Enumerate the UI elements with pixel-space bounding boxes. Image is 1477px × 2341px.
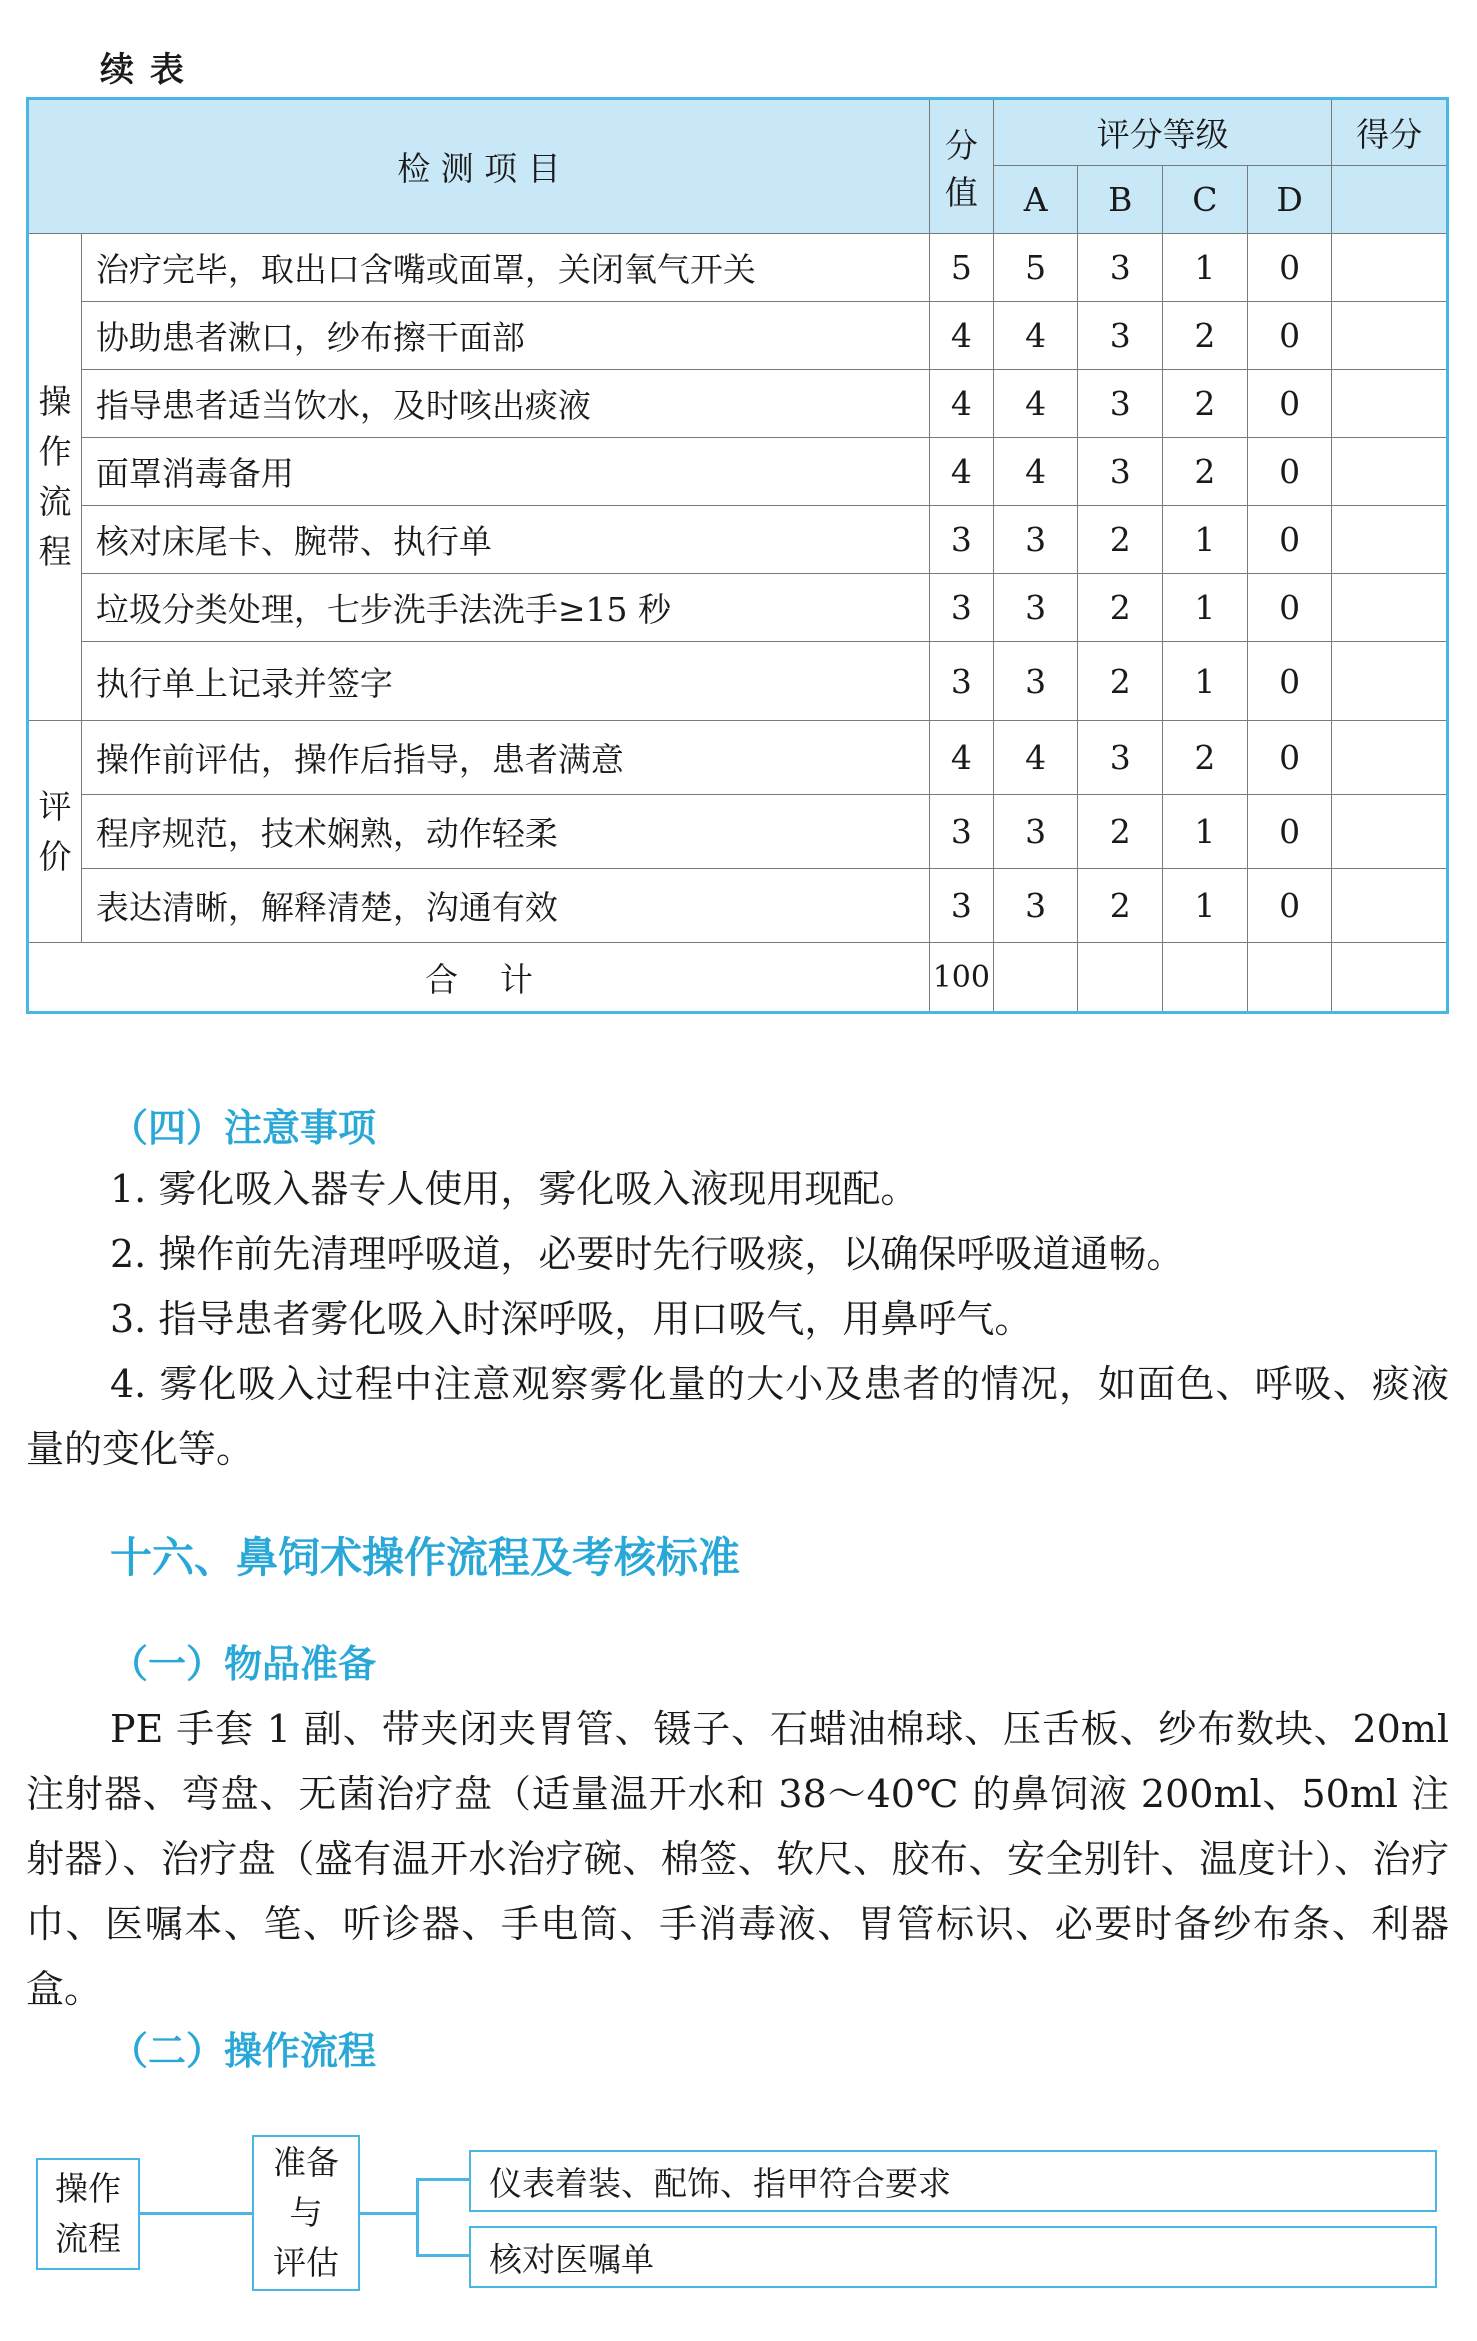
- supplies-text: PE 手套 1 副、带夹闭夹胃管、镊子、石蜡油棉球、压舌板、纱布数块、20ml 注射器、弯盘、无菌治疗盘（适量温开水和 38～40℃ 的鼻饲液 200ml、50ml 注射器）、治疗盘（盛有温开水治疗碗、棉签、软尺、胶布、安全别针、温度计）、治疗巾、医嘱本、笔、听诊器、手电筒、手消毒液、胃管标识、必要时备纱布条、利器盒。: [26, 1707, 1449, 2011]
- row-c: 1: [1163, 795, 1248, 869]
- row-score: 3: [929, 642, 993, 721]
- row-got: [1332, 370, 1448, 438]
- row-a: 4: [993, 302, 1078, 370]
- table-row: [28, 370, 1448, 438]
- flow-connector: [416, 2254, 469, 2257]
- table-row: [28, 302, 1448, 370]
- row-score: 4: [929, 721, 993, 795]
- flow-connector: [140, 2212, 252, 2215]
- row-c: 1: [1163, 642, 1248, 721]
- row-c: 1: [1163, 869, 1248, 943]
- row-got: [1332, 642, 1448, 721]
- row-score: 4: [929, 302, 993, 370]
- row-b: 2: [1078, 642, 1163, 721]
- header-score: 分 值: [929, 99, 993, 234]
- row-score: 5: [929, 234, 993, 302]
- header-grade-c: C: [1163, 166, 1248, 234]
- table-row: [28, 869, 1448, 943]
- note-item: 1. 雾化吸入器专人使用，雾化吸入液现用现配。: [110, 1167, 919, 1211]
- row-item: 表达清晰，解释清楚，沟通有效: [81, 869, 929, 943]
- row-a: 3: [993, 642, 1078, 721]
- row-a: 4: [993, 721, 1078, 795]
- flow-connector: [360, 2212, 418, 2215]
- row-item: 面罩消毒备用: [81, 438, 929, 506]
- row-c: 2: [1163, 302, 1248, 370]
- row-b: 2: [1078, 795, 1163, 869]
- row-b: 3: [1078, 234, 1163, 302]
- total-score: 100: [929, 943, 993, 1013]
- flow-item-box: 核对医嘱单: [469, 2226, 1437, 2288]
- row-b: 2: [1078, 506, 1163, 574]
- header-grade: 评分等级: [993, 99, 1332, 166]
- row-b: 2: [1078, 574, 1163, 642]
- flow-stage-box: 准备 与 评估: [252, 2135, 360, 2291]
- continued-label: 续 表: [100, 50, 186, 90]
- section16-heading: 十六、鼻饲术操作流程及考核标准: [110, 1533, 741, 1582]
- row-d: 0: [1247, 438, 1332, 506]
- row-got: [1332, 795, 1448, 869]
- row-b: 2: [1078, 869, 1163, 943]
- row-a: 3: [993, 506, 1078, 574]
- row-got: [1332, 302, 1448, 370]
- row-score: 3: [929, 869, 993, 943]
- row-d: 0: [1247, 234, 1332, 302]
- row-score: 3: [929, 795, 993, 869]
- row-got: [1332, 574, 1448, 642]
- category-evaluation: 评 价: [28, 721, 82, 943]
- row-got: [1332, 234, 1448, 302]
- flow-root-box: 操作 流程: [36, 2158, 140, 2270]
- row-a: 3: [993, 795, 1078, 869]
- notes-list: [26, 1157, 1449, 1482]
- row-got: [1332, 506, 1448, 574]
- flow-connector: [416, 2178, 469, 2181]
- flow-item-box: 仪表着装、配饰、指甲符合要求: [469, 2150, 1437, 2212]
- row-c: 1: [1163, 506, 1248, 574]
- table-row: [28, 574, 1448, 642]
- row-item: 执行单上记录并签字: [81, 642, 929, 721]
- table-row: [28, 234, 1448, 302]
- row-c: 1: [1163, 234, 1248, 302]
- header-got-blank: [1332, 166, 1448, 234]
- table-row: [28, 506, 1448, 574]
- total-row: [28, 943, 1448, 1013]
- row-a: 3: [993, 574, 1078, 642]
- header-item: 检 测 项 目: [28, 99, 930, 234]
- supplies-heading: （一）物品准备: [110, 1642, 377, 1686]
- row-item: 垃圾分类处理，七步洗手法洗手≥15 秒: [81, 574, 929, 642]
- row-got: [1332, 438, 1448, 506]
- flow-connector: [416, 2178, 419, 2256]
- row-item: 治疗完毕，取出口含嘴或面罩，关闭氧气开关: [81, 234, 929, 302]
- note-item: 2. 操作前先清理呼吸道，必要时先行吸痰，以确保呼吸道通畅。: [110, 1232, 1185, 1276]
- row-score: 4: [929, 370, 993, 438]
- notes-heading: （四）注意事项: [110, 1106, 377, 1150]
- table-row: [28, 721, 1448, 795]
- row-got: [1332, 869, 1448, 943]
- row-score: 4: [929, 438, 993, 506]
- row-d: 0: [1247, 370, 1332, 438]
- header-grade-b: B: [1078, 166, 1163, 234]
- row-item: 核对床尾卡、腕带、执行单: [81, 506, 929, 574]
- row-d: 0: [1247, 869, 1332, 943]
- table-row: [28, 795, 1448, 869]
- row-score: 3: [929, 574, 993, 642]
- note-item: 4. 雾化吸入过程中注意观察雾化量的大小及患者的情况，如面色、呼吸、痰液量的变化等。: [26, 1362, 1449, 1471]
- row-item: 指导患者适当饮水，及时咳出痰液: [81, 370, 929, 438]
- row-a: 4: [993, 438, 1078, 506]
- row-got: [1332, 721, 1448, 795]
- row-b: 3: [1078, 302, 1163, 370]
- score-table: [26, 97, 1449, 1014]
- row-score: 3: [929, 506, 993, 574]
- row-d: 0: [1247, 574, 1332, 642]
- row-item: 操作前评估，操作后指导，患者满意: [81, 721, 929, 795]
- row-b: 3: [1078, 438, 1163, 506]
- header-got: 得分: [1332, 99, 1448, 166]
- row-a: 4: [993, 370, 1078, 438]
- procedure-heading: （二）操作流程: [110, 2029, 377, 2073]
- row-item: 协助患者漱口，纱布擦干面部: [81, 302, 929, 370]
- row-d: 0: [1247, 302, 1332, 370]
- row-a: 3: [993, 869, 1078, 943]
- row-b: 3: [1078, 721, 1163, 795]
- row-c: 2: [1163, 721, 1248, 795]
- row-d: 0: [1247, 721, 1332, 795]
- row-d: 0: [1247, 795, 1332, 869]
- note-item: 3. 指导患者雾化吸入时深呼吸，用口吸气，用鼻呼气。: [110, 1297, 1033, 1341]
- table-row: [28, 438, 1448, 506]
- total-label: 合 计: [28, 943, 930, 1013]
- category-operation: 操 作 流 程: [28, 234, 82, 721]
- table-row: [28, 642, 1448, 721]
- row-a: 5: [993, 234, 1078, 302]
- row-d: 0: [1247, 642, 1332, 721]
- header-grade-a: A: [993, 166, 1078, 234]
- header-grade-d: D: [1247, 166, 1332, 234]
- row-item: 程序规范，技术娴熟，动作轻柔: [81, 795, 929, 869]
- row-d: 0: [1247, 506, 1332, 574]
- row-c: 2: [1163, 370, 1248, 438]
- row-c: 2: [1163, 438, 1248, 506]
- row-b: 3: [1078, 370, 1163, 438]
- row-c: 1: [1163, 574, 1248, 642]
